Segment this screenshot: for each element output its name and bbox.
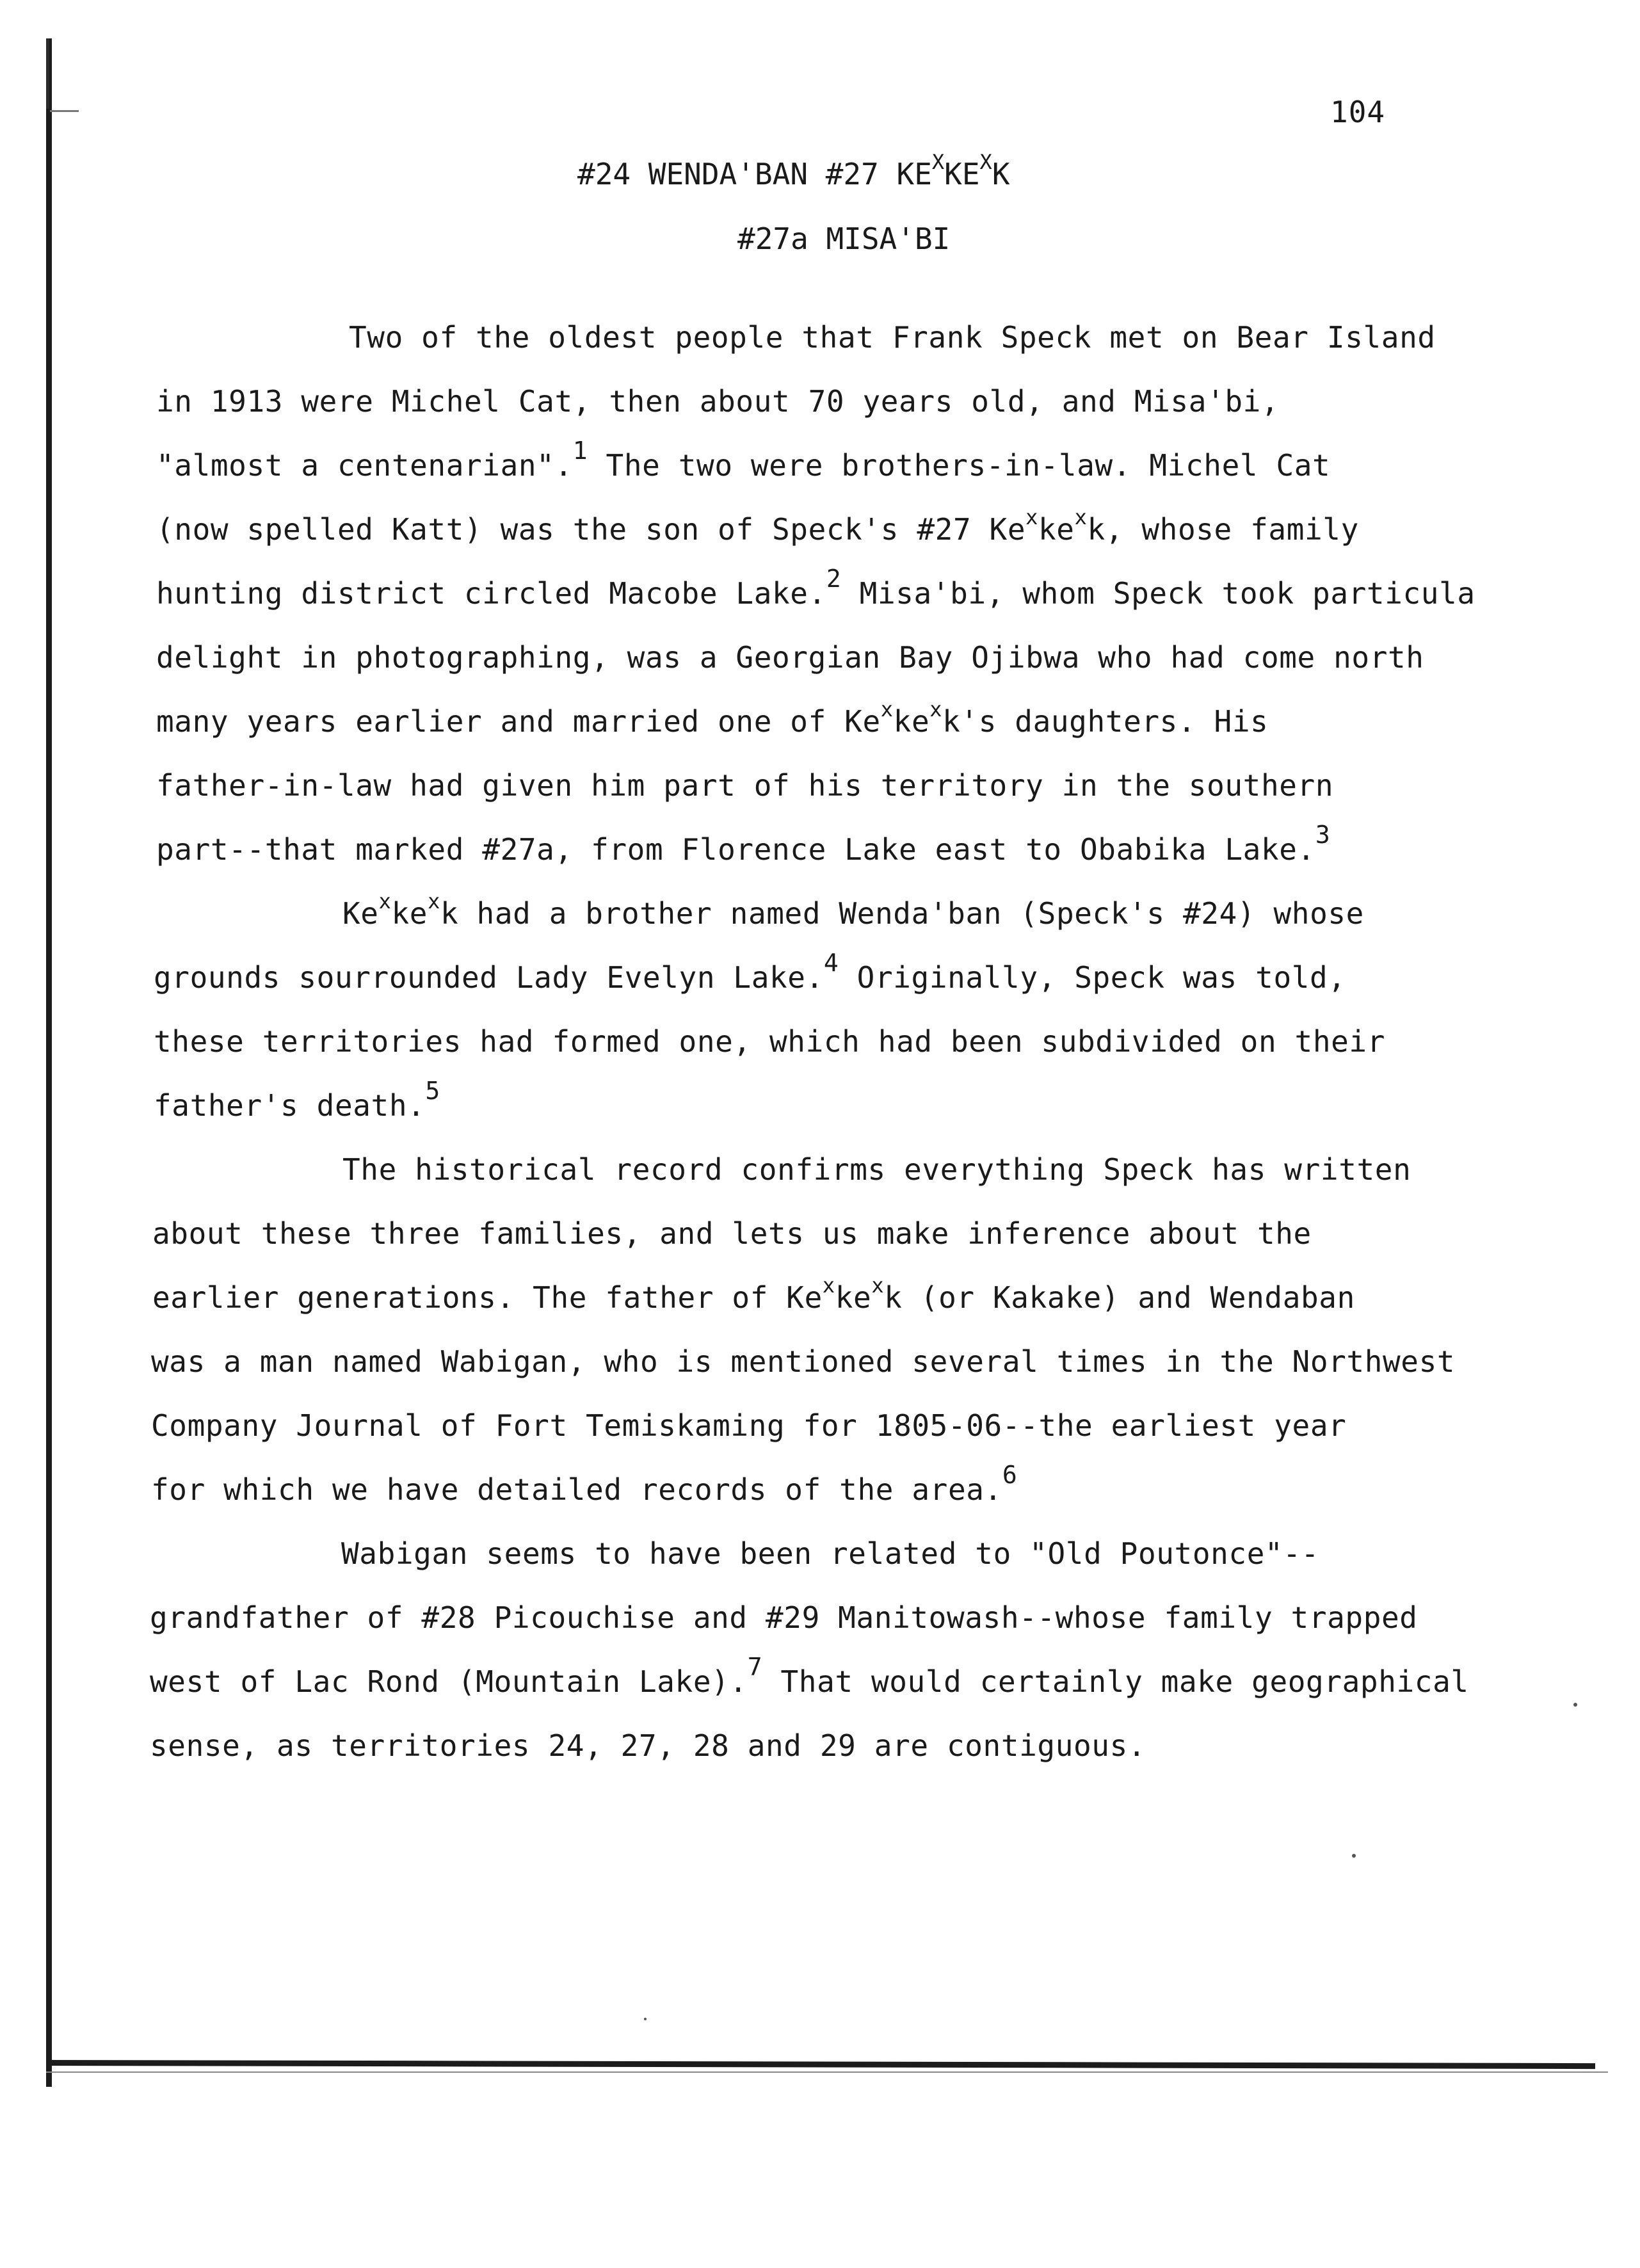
superscript: x [871, 1273, 885, 1298]
line-text: grounds sourrounded Lady Evelyn Lake. [154, 960, 824, 995]
left-margin-rule [46, 38, 52, 2087]
body-line [152, 1273, 1355, 1315]
line-text: earlier generations. The father of Ke [152, 1280, 823, 1315]
line-text: k's daughters. His [942, 704, 1269, 739]
left-margin-rule-top [46, 38, 49, 109]
bottom-margin-rule-shadow [46, 2071, 1608, 2073]
heading-text: #24 WENDA'BAN #27 KE [577, 157, 932, 191]
footnote-marker: 6 [1002, 1461, 1018, 1489]
body-line [151, 1461, 1018, 1507]
line-text: many years earlier and married one of Ke [156, 704, 881, 739]
bottom-margin-rule [46, 2060, 1595, 2069]
line-text: k had a brother named Wenda'ban (Speck's #24) whose [440, 896, 1364, 931]
superscript: x [378, 889, 392, 913]
heading-territories [577, 150, 1010, 191]
body-line [156, 697, 1269, 739]
page-number: 104 [1330, 95, 1386, 129]
body-line: these territories had formed one, which had been subdivided on their [154, 1024, 1386, 1059]
body-line [150, 1653, 1469, 1699]
body-line: Company Journal of Fort Temiskaming for 1805-06--the earliest year [151, 1408, 1347, 1443]
line-text: The two were brothers-in-law. Michel Cat [588, 448, 1331, 483]
body-line: Two of the oldest people that Frank Speck met on Bear Island [349, 320, 1436, 355]
footnote-marker: 7 [747, 1653, 763, 1681]
body-line: The historical record confirms everything Speck has written [342, 1152, 1411, 1187]
line-text: k, whose family [1087, 512, 1359, 547]
line-text: (now spelled Katt) was the son of Speck's #27 Ke [156, 512, 1026, 547]
line-text: part--that marked #27a, from Florence Lake east to Obabika Lake. [156, 832, 1315, 867]
body-line: in 1913 were Michel Cat, then about 70 years old, and Misa'bi, [156, 384, 1280, 419]
heading-superscript: X [931, 150, 945, 174]
heading-superscript: X [979, 150, 992, 174]
body-line: about these three families, and lets us make inference about the [152, 1216, 1312, 1251]
footnote-marker: 3 [1315, 821, 1331, 849]
body-line [342, 889, 1364, 931]
body-line: Wabigan seems to have been related to "Old Poutonce"-- [341, 1536, 1319, 1571]
body-line [156, 505, 1359, 547]
body-line: grandfather of #28 Picouchise and #29 Manitowash--whose family trapped [150, 1600, 1418, 1635]
line-text: "almost a centenarian". [156, 448, 573, 483]
body-line [156, 437, 1331, 483]
superscript: x [929, 697, 943, 721]
line-text: for which we have detailed records of the area. [151, 1472, 1002, 1507]
body-line: father-in-law had given him part of his territory in the southern [156, 768, 1334, 803]
line-text: ke [835, 1280, 872, 1315]
body-line [156, 565, 1475, 611]
body-line [154, 1077, 440, 1123]
superscript: x [1025, 505, 1039, 529]
line-text: ke [1038, 512, 1075, 547]
footnote-marker: 1 [572, 437, 588, 465]
body-line: delight in photographing, was a Georgian Bay Ojibwa who had come north [156, 640, 1424, 675]
heading-text: KE [944, 157, 980, 191]
superscript: x [1074, 505, 1088, 529]
line-text: Originally, Speck was told, [839, 960, 1346, 995]
line-text: That would certainly make geographical [762, 1664, 1469, 1699]
superscript: x [428, 889, 440, 913]
line-text: ke [893, 704, 930, 739]
line-text: west of Lac Rond (Mountain Lake). [150, 1664, 748, 1699]
line-text: Ke [342, 896, 379, 931]
footnote-marker: 4 [823, 949, 839, 977]
scan-speck [1352, 1854, 1356, 1858]
line-text: Misa'bi, whom Speck took particula [841, 576, 1475, 611]
scan-speck [644, 2018, 647, 2020]
footnote-marker: 2 [826, 565, 842, 593]
line-text: father's death. [154, 1088, 426, 1123]
body-line [156, 821, 1331, 867]
footnote-marker: 5 [425, 1077, 440, 1105]
line-text: k (or Kakake) and Wendaban [884, 1280, 1355, 1315]
line-text: hunting district circled Macobe Lake. [156, 576, 826, 611]
body-line [154, 949, 1346, 995]
superscript: x [880, 697, 894, 721]
heading-text: K [992, 157, 1010, 191]
body-line: was a man named Wabigan, who is mentioned several times in the Northwest [151, 1344, 1456, 1379]
scan-speck [1573, 1703, 1577, 1707]
heading-misabi: #27a MISA'BI [737, 221, 951, 256]
body-line: sense, as territories 24, 27, 28 and 29 are contiguous. [150, 1728, 1146, 1763]
line-text: ke [391, 896, 428, 931]
margin-tick-mark [50, 110, 79, 112]
superscript: x [822, 1273, 835, 1298]
